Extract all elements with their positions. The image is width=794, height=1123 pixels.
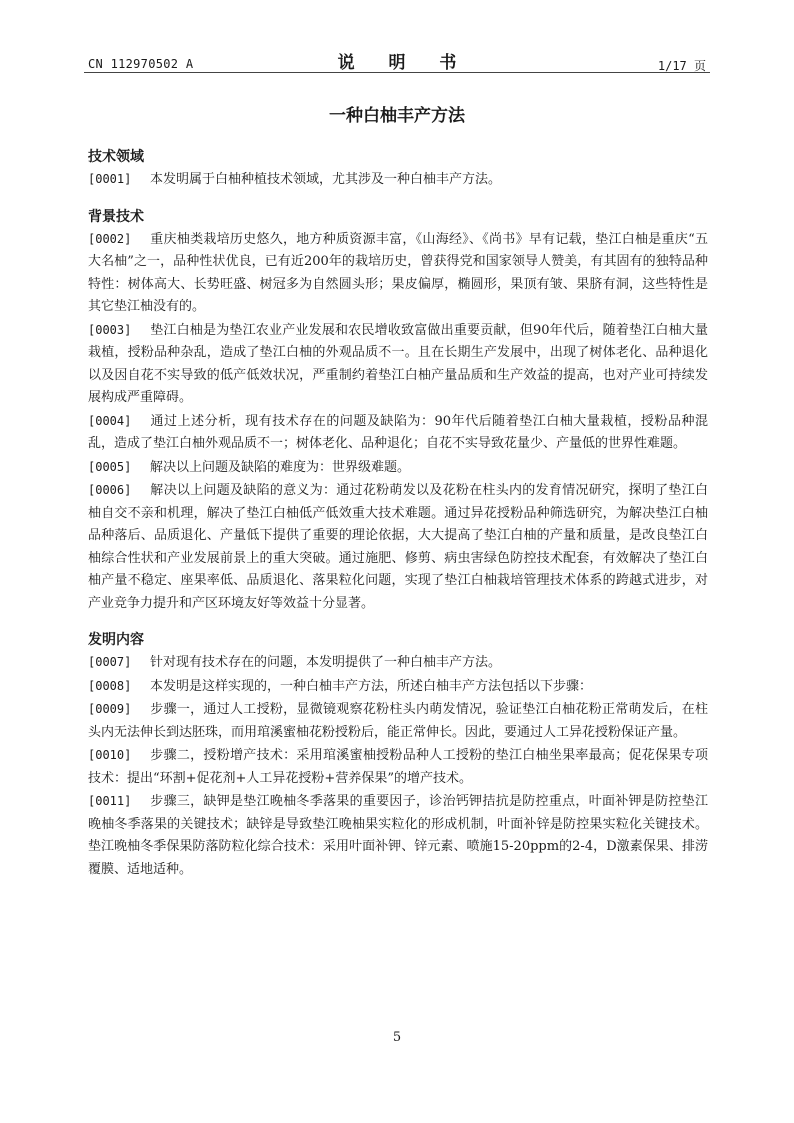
paragraph-number: [0001] (88, 172, 132, 186)
section (88, 146, 708, 192)
paragraph-number: [0011] (88, 794, 132, 808)
paragraph-number: [0010] (88, 748, 132, 762)
paragraph-text: 通过上述分析，现有技术存在的问题及缺陷为：90年代后随着垫江白柚大量栽植，授粉品种混乱，造成了垫江白柚外观品质不一；树体老化、品种退化；自花不实导致花量少、产量低的世界性难题。 (88, 413, 708, 451)
paragraph (88, 698, 708, 744)
page-number: 5 (392, 1030, 402, 1045)
paragraph-number: [0009] (88, 702, 132, 716)
document-type: 说 明 书 (337, 53, 471, 73)
patent-number: CN 112970502 A (88, 57, 194, 71)
paragraph (88, 456, 708, 480)
document-title: 一种白柚丰产方法 (329, 106, 465, 126)
paragraph (88, 651, 708, 675)
paragraph-text: 解决以上问题及缺陷的意义为：通过花粉萌发以及花粉在柱头内的发育情况研究，探明了垫江白柚自交不亲和机理，解决了垫江白柚低产低效重大技术难题。通过异花授粉品种筛选研究，为解决垫江白柚品种落后、品质退化、产量低下提供了重要的理论依据，大大提高了垫江白柚的产量和质量，是改良垫江白柚综合性状和产业发展前景上的重大突破。通过施肥、修剪、病虫害绿色防控技术配套，有效解决了垫江白柚产量不稳定、座果率低、品质退化、落果粒化问题，实现了垫江白柚栽培管理技术体系的跨越式进步，对产业竞争力提升和产区环境友好等效益十分显著。 (88, 483, 708, 611)
paragraph-number: [0007] (88, 655, 132, 669)
paragraph (88, 675, 708, 699)
paragraph-text: 垫江白柚是为垫江农业产业发展和农民增收致富做出重要贡献，但90年代后，随着垫江白柚大量栽植，授粉品种杂乱，造成了垫江白柚的外观品质不一。且在长期生产发展中，出现了树体老化、品种退化以及因自花不实导致的低产低效状况，严重制约着垫江白柚产量品质和生产效益的提高，也对产业可持续发展构成严重障碍。 (88, 322, 708, 405)
section (88, 206, 708, 616)
paragraph (88, 744, 708, 790)
paragraph-number: [0002] (88, 231, 132, 246)
paragraph (88, 479, 708, 615)
page-header (88, 44, 706, 74)
paragraph-number: [0003] (88, 322, 132, 337)
paragraph-number: [0004] (88, 413, 132, 428)
paragraph-text: 重庆柚类栽培历史悠久，地方种质资源丰富，《山海经》、《尚书》早有记载，垫江白柚是重庆“五大名柚”之一，品种性状优良，已有近200年的栽培历史，曾获得党和国家领导人赞美，有其固有的独特品种特性：树体高大、长势旺盛、树冠多为自然圆头形；果皮偏厚，椭圆形，果顶有皱、果脐有洞，这些特性是其它垫江柚没有的。 (88, 231, 708, 314)
paragraph (88, 228, 708, 319)
section (88, 629, 708, 881)
section-heading: 发明内容 (88, 632, 144, 648)
paragraph (88, 168, 708, 192)
paragraph (88, 319, 708, 410)
paragraph-text: 步骤二，授粉增产技术：采用琯溪蜜柚授粉品种人工授粉的垫江白柚坐果率最高；促花保果专项技术：提出“环割+促花剂+人工异花授粉+营养保果”的增产技术。 (88, 748, 708, 786)
paragraph-text: 本发明属于白柚种植技术领域，尤其涉及一种白柚丰产方法。 (150, 172, 502, 187)
section-heading: 背景技术 (88, 208, 144, 225)
paragraph-number: [0005] (88, 459, 132, 474)
paragraph (88, 790, 708, 881)
paragraph-text: 针对现有技术存在的问题，本发明提供了一种白柚丰产方法。 (150, 655, 502, 670)
section-heading: 技术领域 (88, 149, 144, 165)
header-divider (84, 72, 710, 73)
paragraph (88, 410, 708, 456)
paragraph-text: 步骤一，通过人工授粉，显微镜观察花粉柱头内萌发情况，验证垫江白柚花粉正常萌发后，在柱头内无法伸长到达胚珠，而用琯溪蜜柚花粉授粉后，能正常伸长。因此，要通过人工异花授粉保证产量。 (88, 702, 708, 740)
paragraph-number: [0006] (88, 483, 132, 497)
paragraph-text: 解决以上问题及缺陷的难度为：世界级难题。 (150, 459, 411, 475)
paragraph-text: 步骤三，缺钾是垫江晚柚冬季落果的重要因子，诊治钙钾拮抗是防控重点，叶面补钾是防控垫江晚柚冬季落果的关键技术；缺锌是导致垫江晚柚果实粒化的形成机制，叶面补锌是防控果实粒化关键技术。垫江晚柚冬季保果防落防粒化综合技术：采用叶面补钾、锌元素、喷施15-20ppm的2-4，D激素保果、排涝覆膜、适地适种。 (88, 794, 708, 877)
paragraph-text: 本发明是这样实现的，一种白柚丰产方法，所述白柚丰产方法包括以下步骤： (150, 678, 593, 694)
document-body (88, 140, 708, 895)
paragraph-number: [0008] (88, 678, 132, 693)
page-info: 1/17 页 (657, 59, 706, 73)
